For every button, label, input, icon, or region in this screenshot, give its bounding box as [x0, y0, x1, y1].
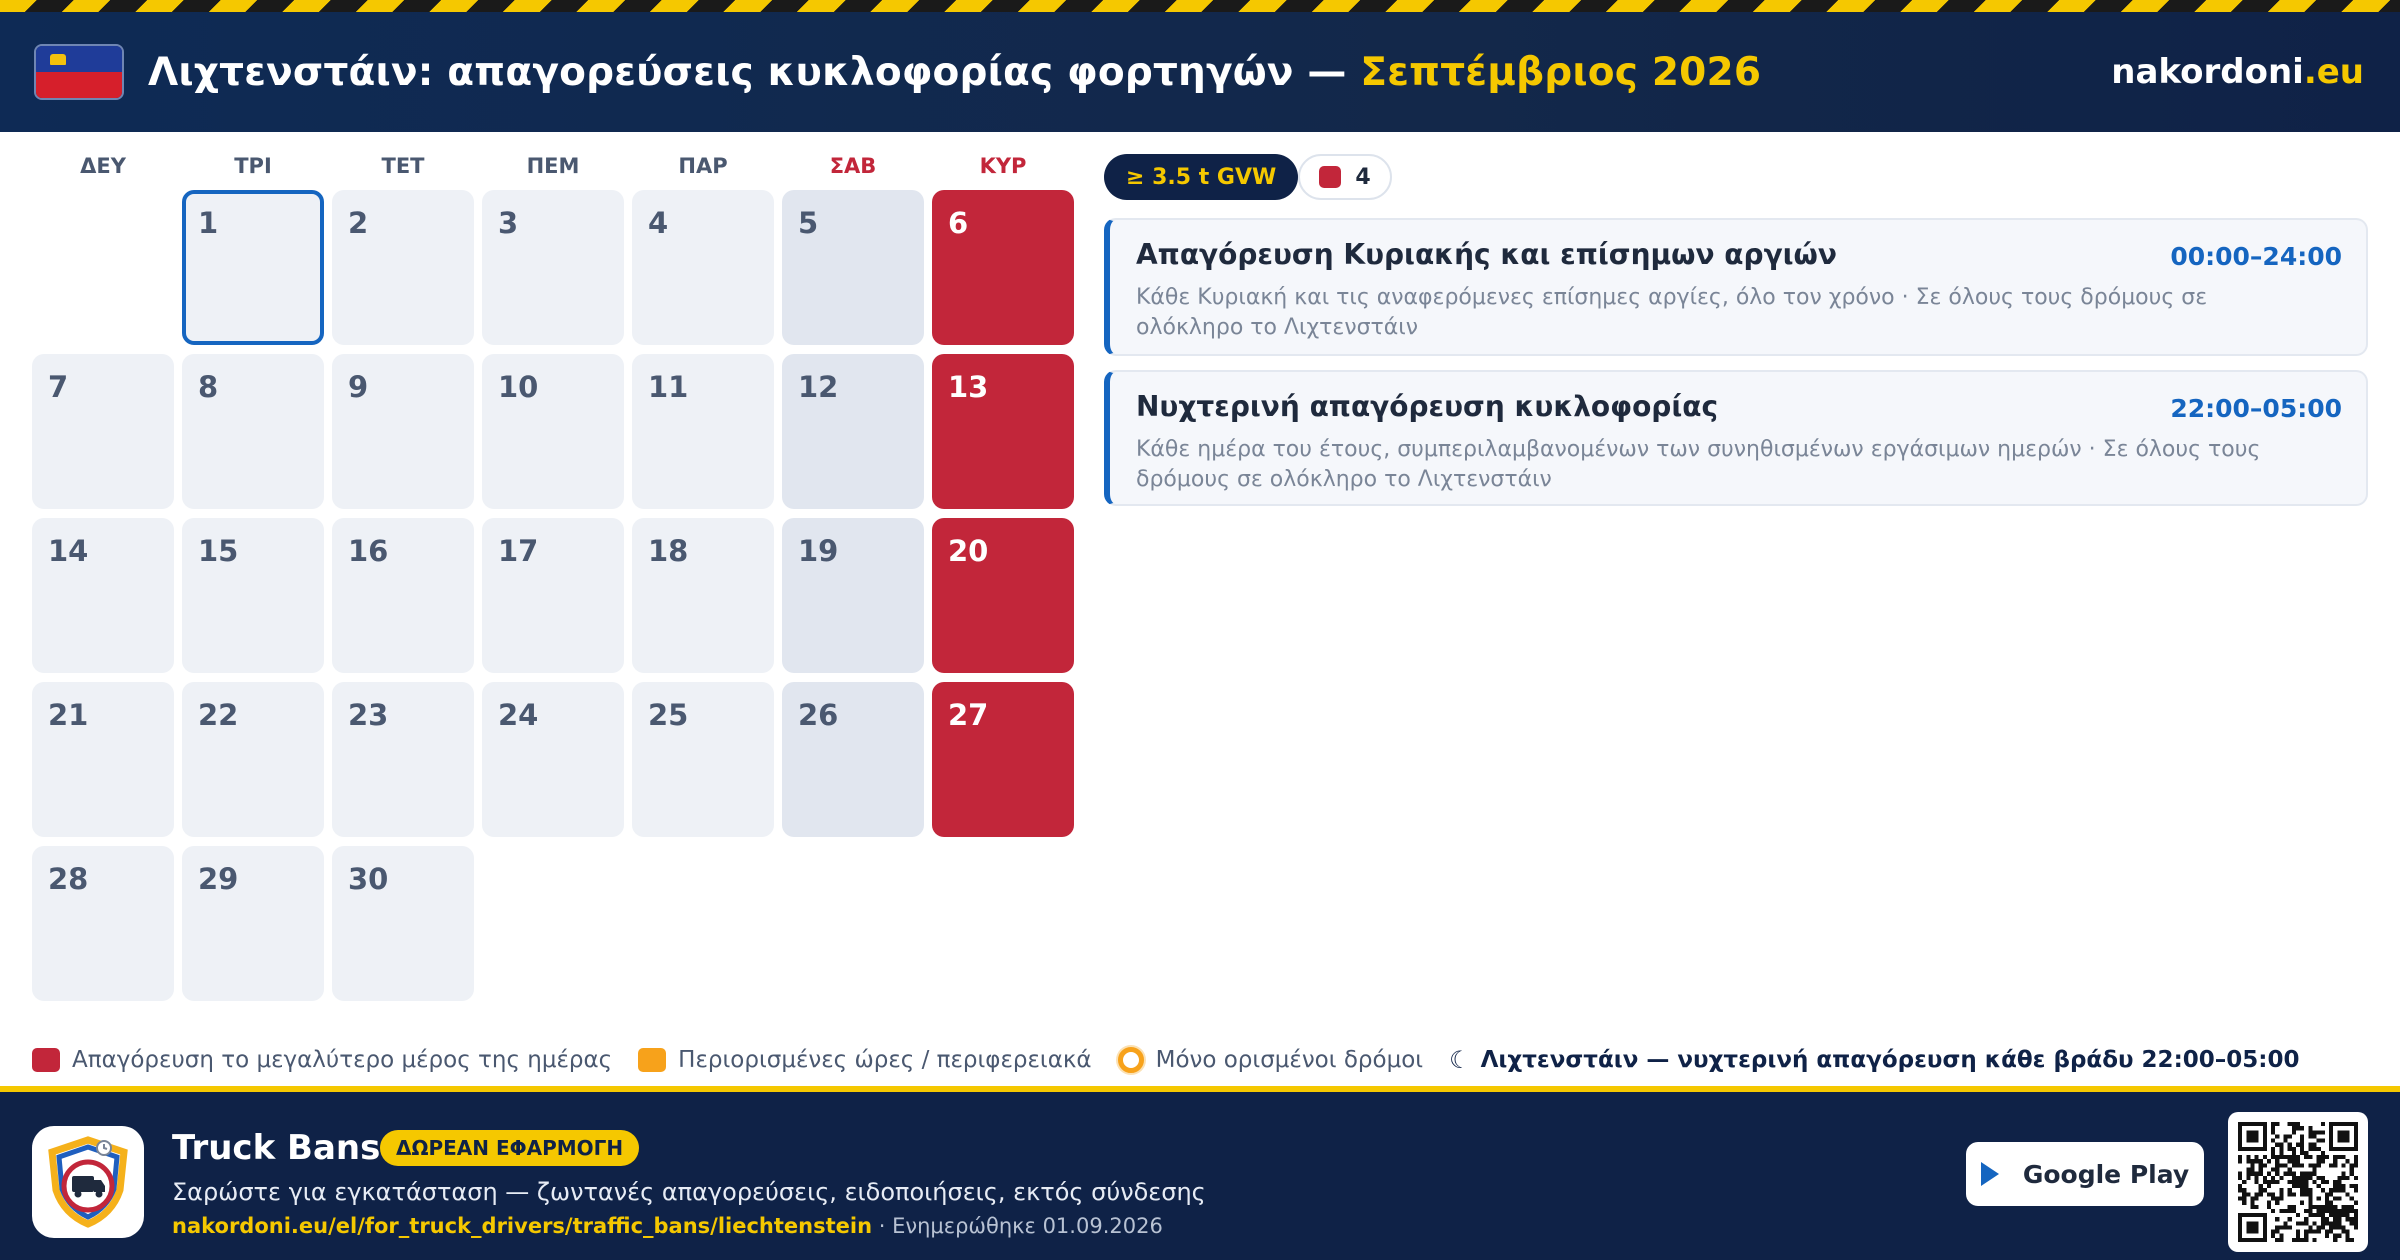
brand-name: nakordoni — [2111, 52, 2304, 92]
calendar-day-number: 21 — [48, 698, 89, 732]
calendar-day-number: 15 — [198, 534, 239, 568]
calendar-day[interactable] — [182, 682, 324, 837]
legend-label: Απαγόρευση το μεγαλύτερο μέρος της ημέρας — [72, 1047, 613, 1073]
legend-night-note: Λιχτενστάιν — νυχτερινή απαγόρευση κάθε βράδυ 22:00–05:00 — [1480, 1047, 2300, 1073]
calendar-day-number: 2 — [348, 206, 369, 240]
qr-code-icon[interactable] — [2228, 1112, 2368, 1252]
calendar-day-number: 12 — [798, 370, 839, 404]
liechtenstein-flag-icon — [34, 44, 124, 100]
calendar-day-number: 22 — [198, 698, 239, 732]
truck-shield-icon[interactable] — [32, 1126, 144, 1238]
legend-item-full-day — [32, 1047, 612, 1073]
calendar-day-number: 3 — [498, 206, 519, 240]
calendar-day[interactable] — [782, 518, 924, 673]
google-play-label: Google Play — [2022, 1159, 2190, 1189]
calendar-day-number: 6 — [948, 206, 969, 240]
calendar-day-number: 30 — [348, 862, 389, 896]
calendar-day[interactable] — [782, 354, 924, 509]
calendar-day[interactable] — [332, 518, 474, 673]
red-swatch-icon — [32, 1048, 60, 1072]
ban-description: Κάθε ημέρα του έτους, συμπεριλαμβανομένων των συνηθισμένων εργάσιμων ημερών · Σε όλους τους δρόμους σε ολόκληρο το Λιχτενστάιν — [1136, 437, 2261, 492]
updated-date: · Ενημερώθηκε 01.09.2026 — [872, 1214, 1163, 1238]
app-url-link[interactable]: nakordoni.eu/el/for_truck_drivers/traffic_bans/liechtenstein — [172, 1214, 873, 1238]
brand-logo[interactable] — [2111, 52, 2364, 92]
weekday-header: ΔΕΥ — [80, 154, 126, 178]
moon-icon: ☾ — [1449, 1046, 1471, 1074]
legend-item-some-roads — [1118, 1047, 1424, 1073]
calendar-day-number: 23 — [348, 698, 389, 732]
calendar-day-number: 19 — [798, 534, 839, 568]
legend-label: Μόνο ορισμένοι δρόμοι — [1155, 1047, 1424, 1073]
ban-day-swatch — [1319, 166, 1341, 188]
calendar-day[interactable] — [32, 354, 174, 509]
weekday-header: ΚΥΡ — [979, 154, 1027, 178]
vehicle-class-pill[interactable]: ≥ 3.5 t GVW — [1104, 154, 1298, 200]
ban-title: Νυχτερινή απαγόρευση κυκλοφορίας — [1136, 390, 1719, 423]
calendar-day[interactable] — [632, 682, 774, 837]
app-name: Truck Bans — [172, 1128, 381, 1168]
calendar-day-number: 11 — [648, 370, 689, 404]
calendar-day-number: 24 — [498, 698, 539, 732]
calendar-day-number: 13 — [948, 370, 989, 404]
ban-hours: 00:00–24:00 — [2170, 242, 2342, 271]
google-play-button[interactable] — [1966, 1142, 2204, 1206]
app-description: Σαρώστε για εγκατάσταση — ζωντανές απαγορεύσεις, ειδοποιήσεις, εκτός σύνδεσης — [172, 1178, 1206, 1206]
calendar-day-number: 7 — [48, 370, 69, 404]
calendar-day[interactable] — [782, 190, 924, 345]
calendar-day[interactable] — [932, 682, 1074, 837]
calendar-day[interactable] — [182, 846, 324, 1001]
ring-swatch-icon — [1118, 1047, 1144, 1073]
calendar-day[interactable] — [182, 518, 324, 673]
calendar-day[interactable] — [932, 354, 1074, 509]
calendar-day-number: 16 — [348, 534, 389, 568]
calendar-day-number: 9 — [348, 370, 369, 404]
page-title-text: Λιχτενστάιν: απαγορεύσεις κυκλοφορίας φορτηγών — — [148, 49, 1347, 95]
ban-card-sunday[interactable] — [1104, 218, 2368, 356]
calendar-day[interactable] — [932, 190, 1074, 345]
ban-card-night[interactable] — [1104, 370, 2368, 506]
calendar-day[interactable] — [32, 518, 174, 673]
calendar-day[interactable] — [332, 190, 474, 345]
calendar-day-number: 14 — [48, 534, 89, 568]
free-app-badge: ΔΩΡΕΑΝ ΕΦΑΡΜΟΓΗ — [380, 1130, 639, 1166]
calendar-day-number: 5 — [798, 206, 819, 240]
play-icon — [1981, 1162, 1999, 1186]
legend-label: Περιορισμένες ώρες / περιφερειακά — [678, 1047, 1092, 1073]
calendar-day-number: 4 — [648, 206, 669, 240]
weekday-header: ΤΕΤ — [381, 154, 425, 178]
calendar-day[interactable] — [632, 354, 774, 509]
weekday-header: ΣΑΒ — [829, 154, 877, 178]
weekday-header: ΠΕΜ — [526, 154, 580, 178]
weekday-header: ΤΡΙ — [234, 154, 272, 178]
weekday-header: ΠΑΡ — [678, 154, 728, 178]
hazard-stripe — [0, 0, 2400, 12]
calendar-day-number: 20 — [948, 534, 989, 568]
calendar-day[interactable] — [482, 518, 624, 673]
footer-app-promo — [0, 1086, 2400, 1260]
legend-item-night — [1449, 1046, 2299, 1074]
calendar-day-number: 17 — [498, 534, 539, 568]
calendar-day-number: 25 — [648, 698, 689, 732]
page-title — [148, 50, 1761, 95]
calendar-day[interactable] — [482, 190, 624, 345]
calendar-day[interactable] — [32, 846, 174, 1001]
calendar-day[interactable] — [182, 354, 324, 509]
calendar-day[interactable] — [482, 682, 624, 837]
calendar-day[interactable] — [782, 682, 924, 837]
calendar-day[interactable] — [332, 354, 474, 509]
page-title-month: Σεπτέμβριος 2026 — [1360, 49, 1762, 95]
orange-swatch-icon — [638, 1048, 666, 1072]
legend — [32, 1044, 2325, 1076]
ban-day-count-pill[interactable] — [1298, 154, 1392, 200]
calendar-day-number: 27 — [948, 698, 989, 732]
ban-description: Κάθε Κυριακή και τις αναφερόμενες επίσημες αργίες, όλο τον χρόνο · Σε όλους τους δρόμους σε ολόκληρο το Λιχτενστάιν — [1136, 285, 2208, 340]
calendar-day[interactable] — [182, 190, 324, 345]
calendar-day[interactable] — [632, 518, 774, 673]
header-bar — [0, 12, 2400, 132]
calendar-day[interactable] — [482, 354, 624, 509]
app-link-line — [172, 1214, 1163, 1238]
calendar-day-number: 26 — [798, 698, 839, 732]
calendar-day-number: 10 — [498, 370, 539, 404]
calendar-day[interactable] — [332, 682, 474, 837]
calendar-day[interactable] — [632, 190, 774, 345]
calendar-day-number: 28 — [48, 862, 89, 896]
ban-title: Απαγόρευση Κυριακής και επίσημων αργιών — [1136, 238, 1837, 271]
brand-tld: .eu — [2303, 52, 2364, 92]
calendar-day[interactable] — [32, 682, 174, 837]
calendar-day[interactable] — [332, 846, 474, 1001]
calendar-day-number: 18 — [648, 534, 689, 568]
ban-hours: 22:00–05:00 — [2170, 394, 2342, 423]
calendar-day-number: 1 — [198, 206, 219, 240]
ban-day-count: 4 — [1355, 164, 1371, 190]
calendar-day-number: 8 — [198, 370, 219, 404]
calendar-day-number: 29 — [198, 862, 239, 896]
calendar-day[interactable] — [932, 518, 1074, 673]
legend-item-limited — [638, 1047, 1091, 1073]
